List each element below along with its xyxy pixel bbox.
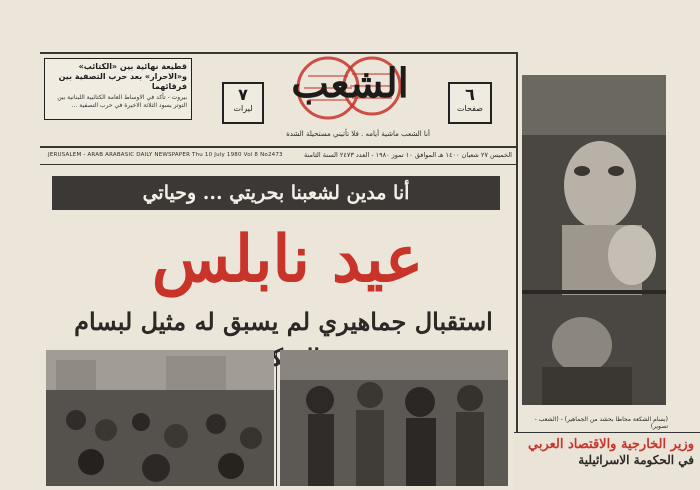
masthead-title: الشعب <box>291 60 409 107</box>
crowd-photo-right-image <box>280 350 508 486</box>
masthead-bottom-rule <box>40 146 518 148</box>
note-body: بيروت - تأكد في الاوساط العامة الكتائبية اللبنانية بين التوتر يسود الثلاثة الاخيرة في حرب التصفية ... <box>57 94 187 109</box>
crowd-photo-left-image <box>46 350 274 486</box>
top-rule <box>40 52 518 54</box>
masthead-subtitle: أنا الشعب ماشية أيامه . فلا تأتيني مستحيلة الشدة <box>286 130 430 138</box>
front-note-box <box>44 58 192 120</box>
pages-box <box>448 82 492 124</box>
sub-headline: استقبال جماهيري لم يسبق له مثيل لبسام <box>74 307 493 336</box>
side-headline-line1: وزير الخارجية والاقتصاد العربي <box>528 437 694 452</box>
price-unit: ليرات <box>233 104 253 113</box>
main-headline: عيد نابلس <box>151 222 424 297</box>
price-box <box>222 82 264 124</box>
portrait-photo <box>522 75 666 405</box>
masthead <box>290 46 410 124</box>
column-rule <box>516 52 518 432</box>
price-value: ٧ <box>238 85 248 104</box>
side-headline <box>514 432 700 490</box>
note-headline: قطيعة نهائية بين «الكتائب» و«الاحرار» بعد حرب التصفية بين فرقائهما <box>58 62 187 91</box>
pages-value: ٦ <box>465 85 475 104</box>
dateline-arabic: الخميس ٢٧ شعبان ١٤٠٠ هـ الموافق ١٠ تموز ١٩٨٠ - العدد ٢٤٧٣ السنة الثامنة <box>304 151 512 159</box>
banner-quote: أنا مدين لشعبنا بحريتي ... وحياتي <box>52 176 500 210</box>
pages-unit: صفحات <box>457 104 483 113</box>
photo-caption: (بسام الشكعة محاطا بحشد من الجماهير) - (الشعب - تصوير) <box>534 416 668 430</box>
dateline-english: JERUSALEM - ARAB ARABASIC DAILY NEWSPAPER Thu 10 July 1980 Vol 8 No2473 <box>48 152 283 158</box>
side-headline-line2: في الحكومة الاسرائيلية <box>578 453 694 467</box>
crowd-photo-right <box>280 350 508 486</box>
dateline-bottom-rule <box>40 164 518 165</box>
crowd-photo-left <box>46 350 274 486</box>
dateline <box>44 150 514 162</box>
portrait-photo-image <box>522 75 666 405</box>
